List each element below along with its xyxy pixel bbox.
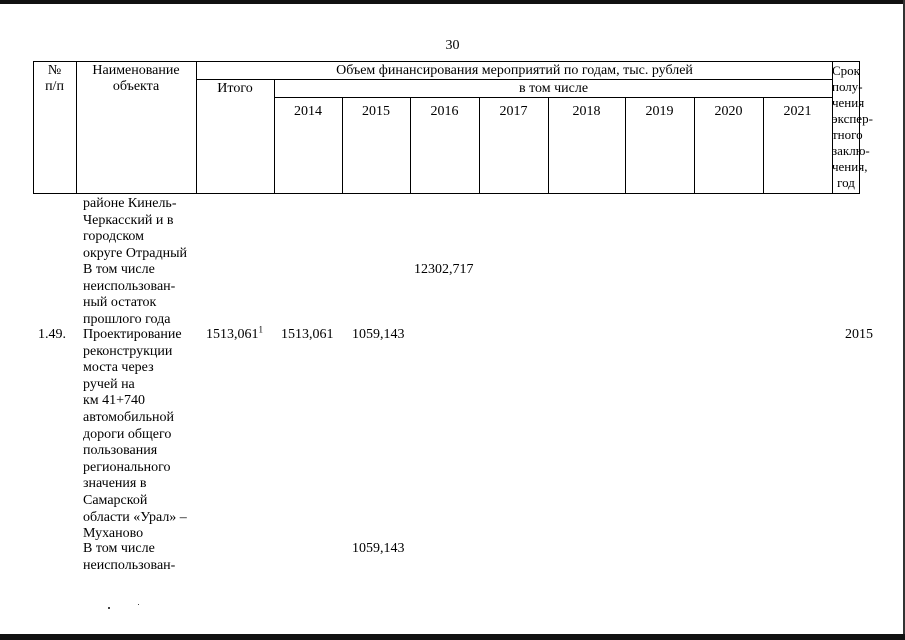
header-including: в том числе xyxy=(518,81,589,96)
cell-2015-unused: 1059,143 xyxy=(352,541,405,556)
item-total xyxy=(206,324,263,343)
header-num: № п/п xyxy=(45,63,64,94)
header-year-2018: 2018 xyxy=(572,104,601,119)
continuation-object-name: районе Кинель- Черкасский и в городском округе Отрадный xyxy=(83,196,188,261)
page-number: 30 xyxy=(445,38,460,53)
item-number: 1.49. xyxy=(38,327,66,342)
item-object-name: Проектирование реконструкции моста через ручей на км 41+740 автомобильной дороги общего пользования регионального значения в Самарской области «Урал» – Муханово xyxy=(83,327,187,542)
header-year-2015: 2015 xyxy=(362,104,390,119)
header-name: Наименование объекта xyxy=(92,63,180,94)
cell-2016-unused: 12302,717 xyxy=(414,262,474,277)
header-year-2020: 2020 xyxy=(714,104,743,119)
item-2015-value: 1059,143 xyxy=(352,327,405,342)
header-funding-title: Объем финансирования мероприятий по годам, тыс. рублей xyxy=(336,63,693,78)
header-total: Итого xyxy=(217,81,253,96)
item-deadline: 2015 xyxy=(845,327,873,342)
header-deadline: Срок полу- чения экспер- тного заклю- чения, год xyxy=(832,63,873,190)
item-2014-value: 1513,061 xyxy=(281,327,334,342)
header-year-2014: 2014 xyxy=(294,104,322,119)
including-unused-label-2: В том числе неиспользован- xyxy=(83,541,176,573)
item-total-footnote: 1 xyxy=(258,324,263,335)
scan-speck xyxy=(138,604,139,605)
including-unused-label-1: В том числе неиспользован- ный остаток прошлого года xyxy=(83,262,176,327)
header-year-2017: 2017 xyxy=(499,104,528,119)
header-year-2021: 2021 xyxy=(783,104,812,119)
header-year-2019: 2019 xyxy=(645,104,674,119)
scan-speck xyxy=(108,607,110,609)
header-year-2016: 2016 xyxy=(430,104,459,119)
scan-top-border xyxy=(0,0,905,4)
scan-bottom-border xyxy=(0,634,905,640)
item-total-value: 1513,061 xyxy=(206,327,259,342)
